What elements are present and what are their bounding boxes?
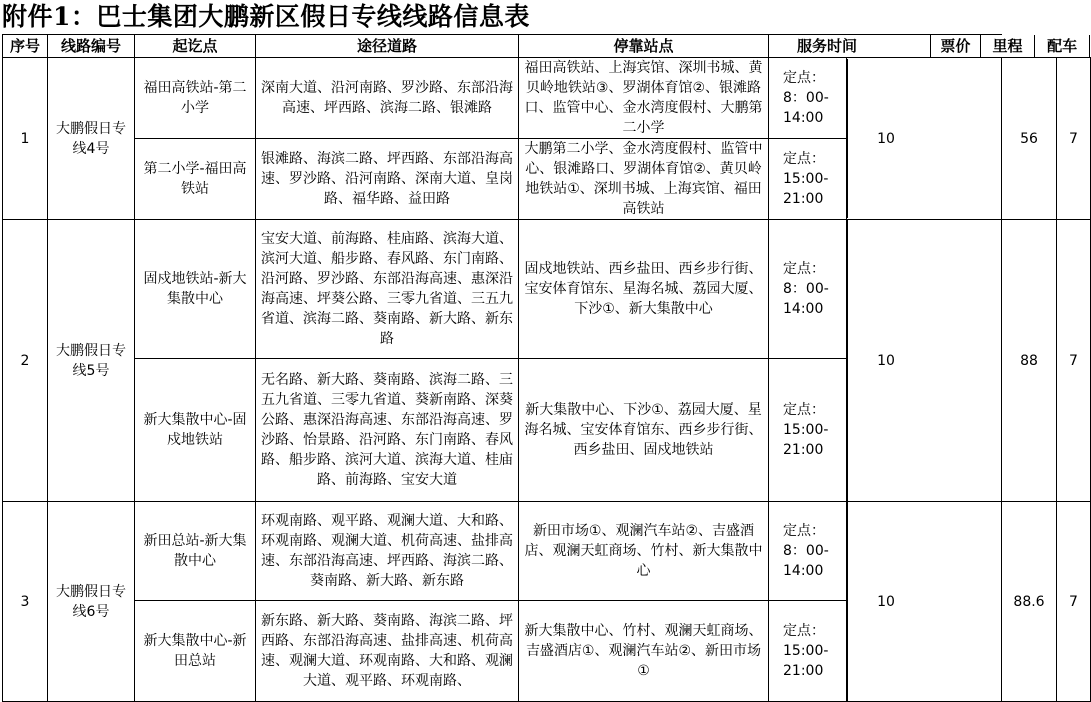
page-title: 附件1：巴士集团大鹏新区假日专线线路信息表 — [2, 2, 530, 31]
vehicles-cell: 7 — [1057, 220, 1091, 502]
header-vehicles-label: 配车 — [1034, 35, 1090, 57]
route-cell: 无名路、新大路、葵南路、滨海二路、三五九省道、三零九省道、葵新南路、深葵公路、惠深沿海高速、东部沿海高速、罗沙路、怡景路、沿河路、东门南路、春风路、船步路、滨河大道、滨海大道、桂庙路、前海路、宝安大道 — [256, 359, 519, 502]
endpoints-cell: 固戍地铁站-新大集散中心 — [135, 220, 256, 359]
route-cell: 环观南路、观平路、观澜大道、大和路、环观南路、观澜大道、机荷高速、盐排高速、东部沿海高速、坪西路、海滨二路、葵南路、新大路、新东路 — [256, 502, 519, 601]
header-right-group — [930, 35, 1090, 57]
service-time-cell: 定点：15:00-21:00 — [769, 139, 847, 220]
header-fare: 票价 — [930, 35, 980, 57]
mileage-cell: 56 — [1002, 58, 1057, 220]
endpoints-cell: 新田总站-新大集散中心 — [135, 502, 256, 601]
route-cell: 宝安大道、前海路、桂庙路、滨海大道、滨河大道、船步路、春风路、东门南路、沿河路、罗沙路、东部沿海高速、惠深沿海高速、坪葵公路、三零九省道、三五九省道、滨海二路、葵南路、新大路、新东路 — [256, 220, 519, 359]
fare-value: 10 — [847, 59, 924, 218]
header-stops: 停靠站点 — [519, 35, 769, 58]
fare-value: 10 — [847, 502, 924, 701]
route-cell: 银滩路、海滨二路、坪西路、东部沿海高速、罗沙路、沿河南路、深南大道、皇岗路、福华路、益田路 — [256, 139, 519, 220]
fare-cell — [847, 220, 1002, 502]
stops-cell: 固戍地铁站、西乡盐田、西乡步行街、宝安体育馆东、星海名城、荔园大厦、下沙①、新大集散中心 — [519, 220, 769, 359]
line-name: 大鹏假日专线4号 — [48, 58, 135, 220]
mileage-cell: 88.6 — [1002, 502, 1057, 702]
mileage-cell: 88 — [1002, 220, 1057, 502]
table-row — [3, 502, 1091, 601]
vehicles-cell: 7 — [1057, 58, 1091, 220]
table-row — [3, 220, 1091, 359]
row-number: 2 — [3, 220, 48, 502]
fare-value: 10 — [847, 220, 924, 501]
fare-cell — [847, 58, 1002, 220]
row-number: 3 — [3, 502, 48, 702]
table-row — [3, 58, 1091, 139]
stops-cell: 新大集散中心、下沙①、荔园大厦、星海名城、宝安体育馆东、西乡步行街、西乡盐田、固戍地铁站 — [519, 359, 769, 502]
route-cell: 深南大道、沿河南路、罗沙路、东部沿海高速、坪西路、滨海二路、银滩路 — [256, 58, 519, 139]
header-endpoints: 起讫点 — [135, 35, 256, 58]
route-info-table — [2, 34, 1091, 702]
stops-cell: 新田市场①、观澜汽车站②、吉盛酒店、观澜天虹商场、竹村、新大集散中心 — [519, 502, 769, 601]
endpoints-cell: 新大集散中心-固戍地铁站 — [135, 359, 256, 502]
line-name: 大鹏假日专线5号 — [48, 220, 135, 502]
service-time-cell: 定点：8：00-14:00 — [769, 58, 847, 139]
service-time-cell: 定点：8：00-14:00 — [769, 220, 847, 359]
stops-cell: 大鹏第二小学、金水湾度假村、监管中心、银滩路口、罗湖体育馆②、黄贝岭地铁站①、深圳书城、上海宾馆、福田高铁站 — [519, 139, 769, 220]
endpoints-cell: 新大集散中心-新田总站 — [135, 601, 256, 702]
endpoints-cell: 第二小学-福田高铁站 — [135, 139, 256, 220]
header-row — [3, 35, 1091, 58]
header-mileage-label: 里程 — [980, 35, 1035, 57]
header-line: 线路编号 — [48, 35, 135, 58]
header-service: 服务时间 — [769, 35, 1002, 58]
service-time-cell: 定点：8：00-14:00 — [769, 502, 847, 601]
stops-cell: 新大集散中心、竹村、观澜天虹商场、吉盛酒店①、观澜汽车站②、新田市场① — [519, 601, 769, 702]
route-cell: 新东路、新大路、葵南路、海滨二路、坪西路、东部沿海高速、盐排高速、机荷高速、观澜大道、环观南路、大和路、观澜大道、观平路、环观南路、 — [256, 601, 519, 702]
header-no: 序号 — [3, 35, 48, 58]
stops-cell: 福田高铁站、上海宾馆、深圳书城、黄贝岭地铁站③、罗湖体育馆②、银滩路口、监管中心、金水湾度假村、大鹏第二小学 — [519, 58, 769, 139]
line-name: 大鹏假日专线6号 — [48, 502, 135, 702]
service-time-cell: 定点：15:00-21:00 — [769, 601, 847, 702]
service-time-cell: 定点：15:00-21:00 — [769, 359, 847, 502]
vehicles-cell: 7 — [1057, 502, 1091, 702]
header-route: 途径道路 — [256, 35, 519, 58]
endpoints-cell: 福田高铁站-第二小学 — [135, 58, 256, 139]
fare-cell — [847, 502, 1002, 702]
row-number: 1 — [3, 58, 48, 220]
